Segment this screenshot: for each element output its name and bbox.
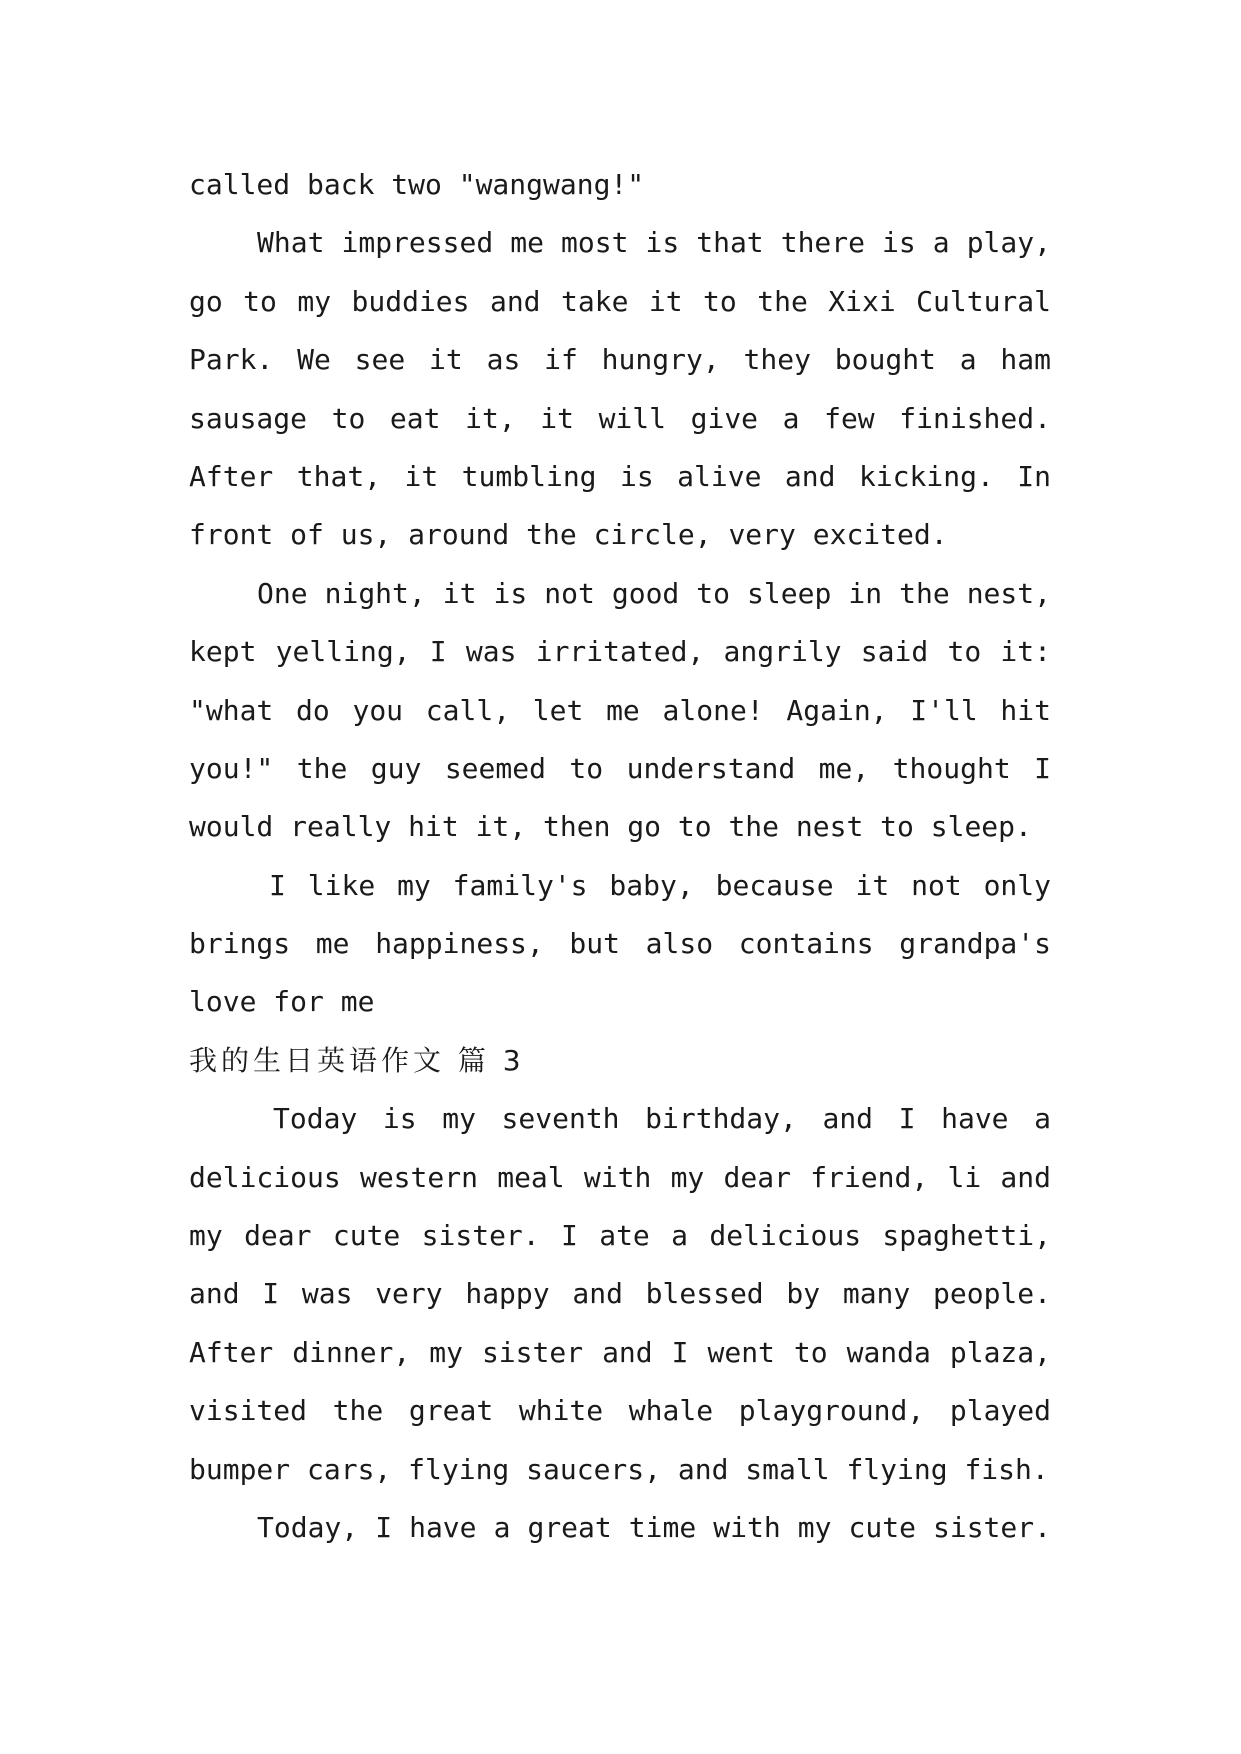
text-line: brings me happiness, but also contains grandpa's	[189, 927, 1051, 961]
document-page	[189, 156, 1051, 1557]
text-line: called back two "wangwang!"	[189, 168, 645, 201]
text-line: After that, it tumbling is alive and kicking. In	[189, 459, 1051, 493]
text-line: "what do you call, let me alone! Again, I'll hit	[189, 693, 1051, 727]
text-line: visited the great white whale playground, played	[189, 1394, 1051, 1428]
text-line: you!" the guy seemed to understand me, thought I	[189, 751, 1051, 785]
text-line: Today is my seventh birthday, and I have a	[273, 1102, 1051, 1136]
section-heading: 我的生日英语作文 篇 3	[189, 1043, 525, 1077]
text-line: and I was very happy and blessed by many people.	[189, 1277, 1051, 1311]
text-line: bumper cars, flying saucers, and small flying fish.	[189, 1452, 1049, 1486]
text-line: kept yelling, I was irritated, angrily said to it:	[189, 635, 1051, 669]
text-line: would really hit it, then go to the nest to sleep.	[189, 810, 1032, 844]
text-line: delicious western meal with my dear friend, li and	[189, 1160, 1051, 1194]
text-line: I like my family's baby, because it not only	[269, 868, 1051, 902]
text-line: After dinner, my sister and I went to wanda plaza,	[189, 1335, 1051, 1369]
text-line: my dear cute sister. I ate a delicious spaghetti,	[189, 1219, 1051, 1253]
text-line: love for me	[189, 985, 375, 1019]
text-line: sausage to eat it, it will give a few finished.	[189, 401, 1051, 435]
text-line: go to my buddies and take it to the Xixi Cultural	[189, 284, 1051, 318]
text-line: front of us, around the circle, very excited.	[189, 518, 948, 552]
text-line: Park. We see it as if hungry, they bought a ham	[189, 343, 1051, 377]
text-line: What impressed me most is that there is a play,	[257, 226, 1051, 260]
text-line: One night, it is not good to sleep in the nest,	[257, 576, 1051, 610]
text-line: Today, I have a great time with my cute sister.	[257, 1510, 1051, 1544]
